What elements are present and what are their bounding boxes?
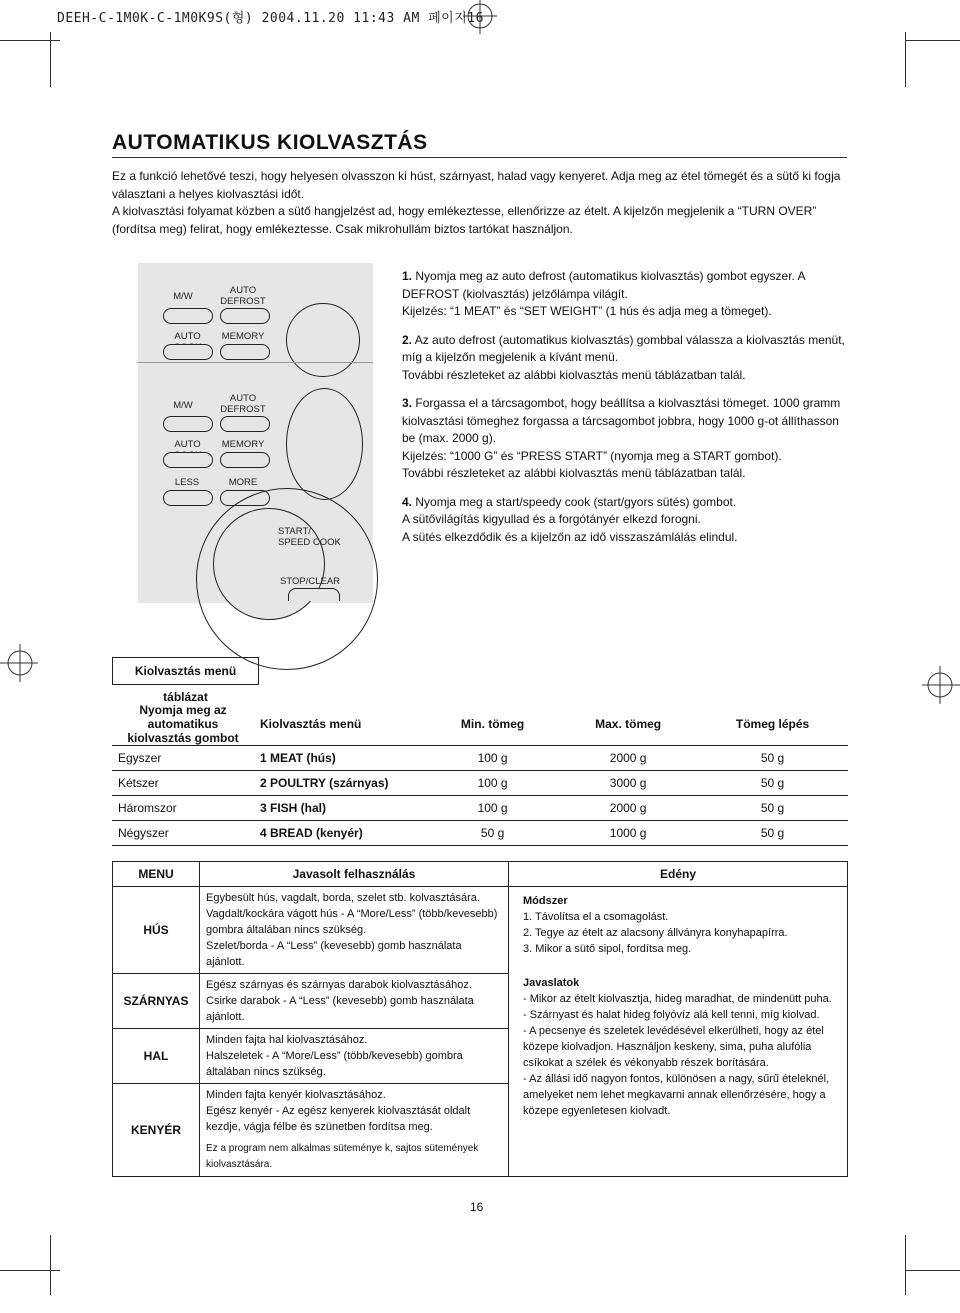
tip-line: - A pecsenye és szeletek levédésével elkerülheti, hogy az étel közepe kiolvadjon. Használjon keskeny, sima, puha alufólia csíkokat a szélek és vékonyabb részek borítására. — [523, 1025, 824, 1069]
crop-line — [50, 1235, 51, 1295]
vessel-cell — [509, 887, 848, 1177]
menu-cell: SZÁRNYAS — [113, 974, 200, 1029]
table-cell: 3000 g — [559, 771, 697, 796]
table-cell: 2000 g — [559, 746, 697, 771]
table-cell: 50 g — [697, 771, 848, 796]
table-cell: 50 g — [697, 746, 848, 771]
title-rule — [112, 157, 847, 158]
usage-cell — [200, 974, 509, 1029]
table-cell: Egyszer — [112, 746, 254, 771]
control-panel-illustration — [138, 263, 373, 603]
auto-defrost-label: AUTO DEFROST — [220, 393, 266, 415]
memory-button[interactable] — [220, 452, 270, 468]
table-cell: 50 g — [697, 821, 848, 846]
table-cell: 4 BREAD (kenyér) — [254, 821, 426, 846]
table-cell: 2000 g — [559, 796, 697, 821]
column-header: Min. tömeg — [426, 703, 559, 746]
start-knob[interactable] — [213, 508, 325, 620]
memory-label: MEMORY — [221, 439, 265, 450]
column-header: Tömeg lépés — [697, 703, 848, 746]
mw-label: M/W — [173, 400, 193, 411]
column-header: Nyomja meg az automatikus kiolvasztás gombot — [112, 703, 254, 746]
mw-button[interactable] — [163, 416, 213, 432]
step-item — [402, 395, 850, 483]
menu-cell: HÚS — [113, 887, 200, 974]
step-extra: További részleteket az alábbi kiolvasztás menü táblázatban talál. — [402, 466, 746, 480]
tips-title: Javaslatok — [523, 977, 580, 989]
table-cell: 2 POULTRY (szárnyas) — [254, 771, 426, 796]
usage-line: Csirke darabok - A “Less” (kevesebb) gomb használata ajánlott. — [206, 995, 474, 1023]
table-cell: 50 g — [426, 821, 559, 846]
usage-line: Szelet/borda - A “Less” (kevesebb) gomb használata ajánlott. — [206, 940, 462, 968]
step-list — [402, 268, 850, 557]
less-button[interactable] — [163, 490, 213, 506]
column-header: Javasolt felhasználás — [200, 862, 509, 887]
table-row — [112, 771, 848, 796]
table-cell: 100 g — [426, 796, 559, 821]
usage-table — [112, 861, 848, 1177]
memory-label: MEMORY — [221, 331, 265, 342]
intro-paragraph: A kiolvasztási folyamat közben a sütő hangjelzést ad, hogy emlékeztesse, ellenőrizze az ételt. A kijelzőn megjelenik a “TURN OVER” (fordítsa meg) felirat, hogy emlékeztesse. Csak mikrohullám biztos tartókat használjon. — [112, 204, 817, 236]
table-row — [112, 796, 848, 821]
step-number: 4. — [402, 494, 413, 509]
crop-line — [0, 40, 60, 41]
defrost-menu-table — [112, 703, 848, 846]
memory-button[interactable] — [220, 344, 270, 360]
table-cell: 50 g — [697, 796, 848, 821]
step-text: Nyomja meg az auto defrost (automatikus kiolvasztás) gombot egyszer. A DEFROST (kiolvasztás) jelzőlámpa világít. — [402, 269, 805, 301]
auto-defrost-label: AUTO DEFROST — [220, 285, 266, 307]
table-cell: Kétszer — [112, 771, 254, 796]
intro-paragraph: Ez a funkció lehetővé teszi, hogy helyesen olvasszon ki húst, szárnyast, halad vagy kenyeret. Adja meg az étel tömegét és a sütő ki fogja választani a helyes kiolvasztási időt. — [112, 169, 841, 201]
table-cell: 1000 g — [559, 821, 697, 846]
tip-line: - Mikor az ételt kiolvasztja, hideg maradhat, de mindenütt puha. — [523, 993, 832, 1005]
auto-cook-button[interactable] — [163, 452, 213, 468]
crop-line — [0, 1270, 60, 1271]
step-text: Nyomja meg a start/speedy cook (start/gyors sütés) gombot. — [415, 494, 737, 509]
column-header: Edény — [509, 862, 848, 887]
tip-line: - Szárnyast és halat hideg folyóvíz alá kell tenni, míg kiolvad. — [523, 1009, 820, 1021]
method-line: 3. Mikor a sütő sipol, fordítsa meg. — [523, 943, 692, 955]
step-extra: Kijelzés: “1 MEAT” és “SET WEIGHT” (1 hús és adja meg a tömeget). — [402, 304, 772, 318]
step-item — [402, 268, 850, 321]
method-line: 1. Távolítsa el a csomagolást. — [523, 911, 669, 923]
table-cell: Háromszor — [112, 796, 254, 821]
registration-mark-right — [920, 660, 960, 710]
step-item — [402, 332, 850, 385]
step-extra: A sütés elkezdődik és a kijelzőn az idő visszaszámlálás elindul. — [402, 529, 738, 544]
print-header: DEEH-C-1M0K-C-1M0K9S(형) 2004.11.20 11:43 AM 페이지16 — [57, 11, 484, 26]
mw-label: M/W — [173, 291, 193, 302]
tip-line: - Az állási idő nagyon fontos, különösen a nagy, sűrű ételeknél, amelyeket nem lehet megkavarni annak ellenőrzésére, hogy a közepe egyenletesen kiolvadt. — [523, 1073, 830, 1117]
defrost-table-title: Kiolvasztás menü táblázat — [112, 657, 259, 685]
page-number: 16 — [470, 1200, 484, 1214]
usage-cell — [200, 1084, 509, 1177]
table-cell: Négyszer — [112, 821, 254, 846]
auto-defrost-button[interactable] — [220, 308, 270, 324]
method-line: 2. Tegye az ételt az alacsony állványra konyhapapírra. — [523, 927, 788, 939]
dial-knob-large[interactable] — [286, 388, 363, 500]
table-cell: 100 g — [426, 746, 559, 771]
less-label: LESS — [174, 477, 200, 488]
usage-cell — [200, 1029, 509, 1084]
column-header: Kiolvasztás menü — [254, 703, 426, 746]
step-text: Forgassa el a tárcsagombot, hogy beállítsa a kiolvasztási tömeget. 1000 gramm kiolvasztási tömeghez forgassa a tárcsagombot jobbra, hogy 1000 g-ot állíthasson be (max. 2000 g). — [402, 396, 841, 445]
auto-cook-label: AUTO — [174, 439, 201, 450]
column-header: MENU — [113, 862, 200, 887]
step-extra: A sütővilágítás kigyullad és a forgótányér elkezd forogni. — [402, 512, 701, 526]
usage-line: Egybesült hús, vagdalt, borda, szelet stb. kolvasztására. — [206, 892, 480, 904]
menu-cell: KENYÉR — [113, 1084, 200, 1177]
usage-line: Minden fajta hal kiolvasztásához. — [206, 1034, 368, 1046]
usage-line: Minden fajta kenyér kiolvasztásához. — [206, 1089, 386, 1101]
table-row — [112, 746, 848, 771]
menu-cell: HAL — [113, 1029, 200, 1084]
usage-line: Vagdalt/kockára vágott hús - A “More/Less” (több/kevesebb) gombra általában nincs szükség. — [206, 908, 498, 936]
method-title: Módszer — [523, 895, 568, 907]
crop-line — [905, 1270, 960, 1271]
step-number: 1. — [402, 269, 413, 283]
start-speed-cook-label: START/ SPEED COOK — [278, 526, 341, 548]
registration-mark-left — [0, 638, 40, 688]
step-text: Az auto defrost (automatikus kiolvasztás) gombbal válassza a kiolvasztás menüt, míg a kijelzőn megjelenik a kívánt menü. — [402, 332, 845, 364]
crop-line — [905, 40, 960, 41]
column-header: Max. tömeg — [559, 703, 697, 746]
table-cell: 3 FISH (hal) — [254, 796, 426, 821]
stop-clear-button[interactable] — [288, 588, 340, 601]
intro-text — [112, 168, 850, 238]
table-cell: 1 MEAT (hús) — [254, 746, 426, 771]
table-row — [112, 821, 848, 846]
usage-line: Ez a program nem alkalmas süteménye k, sajtos sütemények kiolvasztására. — [206, 1143, 479, 1170]
usage-line: Egész szárnyas és szárnyas darabok kiolvasztásához. — [206, 979, 472, 991]
auto-cook-label: AUTO — [174, 331, 201, 342]
table-row — [113, 887, 848, 974]
table-cell: 100 g — [426, 771, 559, 796]
usage-cell — [200, 887, 509, 974]
step-number: 3. — [402, 396, 413, 410]
mw-button[interactable] — [163, 308, 213, 324]
auto-defrost-button[interactable] — [220, 416, 270, 432]
step-number: 2. — [402, 332, 413, 347]
usage-line: Egész kenyér - Az egész kenyerek kiolvasztását oldalt kezdje, vágja félbe és szünetben fordítsa meg. — [206, 1105, 471, 1133]
step-extra: További részleteket az alábbi kiolvasztás menü táblázatban talál. — [402, 367, 746, 382]
page-title: AUTOMATIKUS KIOLVASZTÁS — [112, 131, 428, 154]
crop-line — [905, 1235, 906, 1295]
step-extra: Kijelzés: “1000 G” és “PRESS START” (nyomja meg a START gombot). — [402, 448, 782, 463]
stop-clear-label: STOP/CLEAR — [280, 576, 341, 587]
step-item — [402, 494, 850, 547]
auto-cook-button[interactable] — [163, 344, 213, 360]
more-label: MORE — [228, 477, 258, 488]
usage-line: Halszeletek - A “More/Less” (több/kevesebb) gombra általában nincs szükség. — [206, 1050, 463, 1078]
